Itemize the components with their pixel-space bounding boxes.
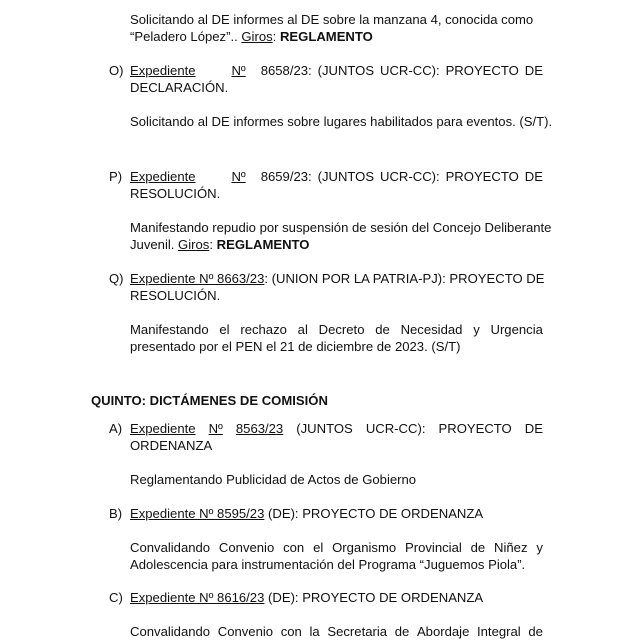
item-description-line1: Manifestando repudio por suspensión de sesión del Concejo Deliberante (130, 220, 552, 235)
item-description-line2 (130, 236, 543, 253)
item-letter: A) (109, 421, 123, 436)
item-letter: B) (109, 506, 123, 521)
item-description-line1 (130, 321, 543, 338)
item-header-line2: RESOLUCIÓN. (130, 288, 221, 303)
expediente-number: 8659/23: (260, 169, 312, 184)
item-description-line2: Adolescencia para instrumentación del Programa “Juguemos Piola”. (130, 557, 526, 572)
item-description (130, 321, 543, 355)
giros-value: REGLAMENTO (279, 29, 373, 44)
desc-word: al (297, 322, 308, 337)
desc-word: de (528, 624, 543, 639)
item-description (130, 113, 553, 130)
nro-symbol: Nº (231, 63, 246, 78)
giros-separator: : (272, 29, 277, 44)
expediente-label: Expediente Nº 8616/23 (130, 590, 265, 605)
desc-word: Organismo (332, 540, 397, 555)
expediente-number: 8563/23 (235, 421, 284, 436)
desc-word: Secretaria (327, 624, 388, 639)
item-header (130, 62, 543, 96)
top-paragraph-line1: Solicitando al DE informes al DE sobre la manzana 4, conocida como (130, 12, 534, 27)
desc-word: Convalidando (130, 540, 211, 555)
header-word: DE (524, 169, 543, 184)
desc-word: la (309, 624, 320, 639)
item-header (130, 589, 543, 606)
header-rest: (DE): PROYECTO DE ORDENANZA (264, 590, 484, 605)
expediente-number: 8658/23: (260, 63, 312, 78)
top-paragraph-line2 (130, 28, 543, 45)
item-letter: C) (109, 590, 123, 605)
item-header-line1 (130, 168, 543, 185)
item-description-line2: presentado por el PEN el 21 de diciembre de 2023. (S/T) (130, 339, 461, 354)
item-description-line1 (130, 539, 543, 556)
item-description-text: Juvenil. (130, 237, 175, 252)
desc-word: el (219, 322, 230, 337)
giros-value: REGLAMENTO (216, 237, 310, 252)
header-word: PROYECTO (445, 169, 519, 184)
header-word: (JUNTOS (296, 421, 353, 436)
item-header (130, 270, 543, 304)
desc-word: y (536, 540, 543, 555)
top-paragraph-quote: “Peladero López”.. (130, 29, 238, 44)
item-description-line: Solicitando al DE informes sobre lugares habilitados para eventos. (S/T). (130, 114, 553, 129)
nro-symbol: Nº (231, 169, 246, 184)
header-word: DE (524, 63, 543, 78)
item-description-line: Reglamentando Publicidad de Actos de Gobierno (130, 472, 417, 487)
item-header-line1 (130, 505, 543, 522)
item-header (130, 168, 543, 202)
desc-word: Necesidad (400, 322, 463, 337)
desc-word: Convenio (217, 624, 274, 639)
desc-word: Abordaje (416, 624, 470, 639)
header-word: UCR-CC): (365, 421, 426, 436)
section-heading: QUINTO: DICTÁMENES DE COMISIÓN (91, 393, 328, 408)
header-word: (JUNTOS (317, 169, 375, 184)
expediente-label: Expediente (130, 63, 196, 78)
item-description (130, 219, 552, 253)
giros-label: Giros (241, 29, 273, 44)
item-description (130, 539, 543, 573)
item-letter: P) (109, 169, 123, 184)
desc-word: Convenio (218, 540, 275, 555)
item-description (130, 623, 543, 640)
item-header (130, 420, 543, 454)
giros-label: Giros (178, 237, 210, 252)
desc-word: de (375, 322, 390, 337)
desc-word: y (473, 322, 480, 337)
desc-word: Niñez (494, 540, 528, 555)
item-header-line2: RESOLUCIÓN. (130, 186, 221, 201)
giros-separator: : (209, 237, 213, 252)
item-header-line1 (130, 62, 543, 79)
item-header-line2: ORDENANZA (130, 438, 213, 453)
header-rest: : (UNION POR LA PATRIA-PJ): PROYECTO DE (264, 271, 545, 286)
header-word: DE (524, 421, 543, 436)
expediente-label: Expediente (130, 169, 196, 184)
item-header-line1 (130, 270, 543, 287)
item-letter: Q) (109, 271, 124, 286)
header-rest: (DE): PROYECTO DE ORDENANZA (264, 506, 484, 521)
item-letter: O) (109, 63, 124, 78)
desc-word: Urgencia (490, 322, 543, 337)
desc-word: de (470, 540, 486, 555)
desc-word: Manifestando (130, 322, 209, 337)
item-header (130, 505, 543, 522)
expediente-label: Expediente (130, 421, 196, 436)
header-word: PROYECTO (438, 421, 512, 436)
item-header-line1 (130, 589, 543, 606)
header-word: (JUNTOS (317, 63, 375, 78)
header-word: UCR-CC): (380, 63, 440, 78)
header-word: PROYECTO (445, 63, 519, 78)
desc-word: Decreto (318, 322, 365, 337)
item-header-line2: DECLARACIÓN. (130, 80, 229, 95)
desc-word: con (280, 624, 302, 639)
expediente-label: Expediente Nº 8595/23 (130, 506, 265, 521)
desc-word: el (313, 540, 324, 555)
expediente-label: Expediente Nº 8663/23 (130, 271, 265, 286)
item-description-line1 (130, 623, 543, 640)
nro-symbol: Nº (208, 421, 223, 436)
desc-word: Integral (477, 624, 521, 639)
top-paragraph (130, 11, 543, 45)
desc-word: Provincial (405, 540, 462, 555)
desc-word: de (394, 624, 410, 639)
header-word: UCR-CC): (380, 169, 440, 184)
desc-word: con (283, 540, 305, 555)
item-description (130, 471, 543, 488)
desc-word: Convalidando (130, 624, 211, 639)
desc-word: rechazo (240, 322, 287, 337)
item-header-line1 (130, 420, 543, 437)
